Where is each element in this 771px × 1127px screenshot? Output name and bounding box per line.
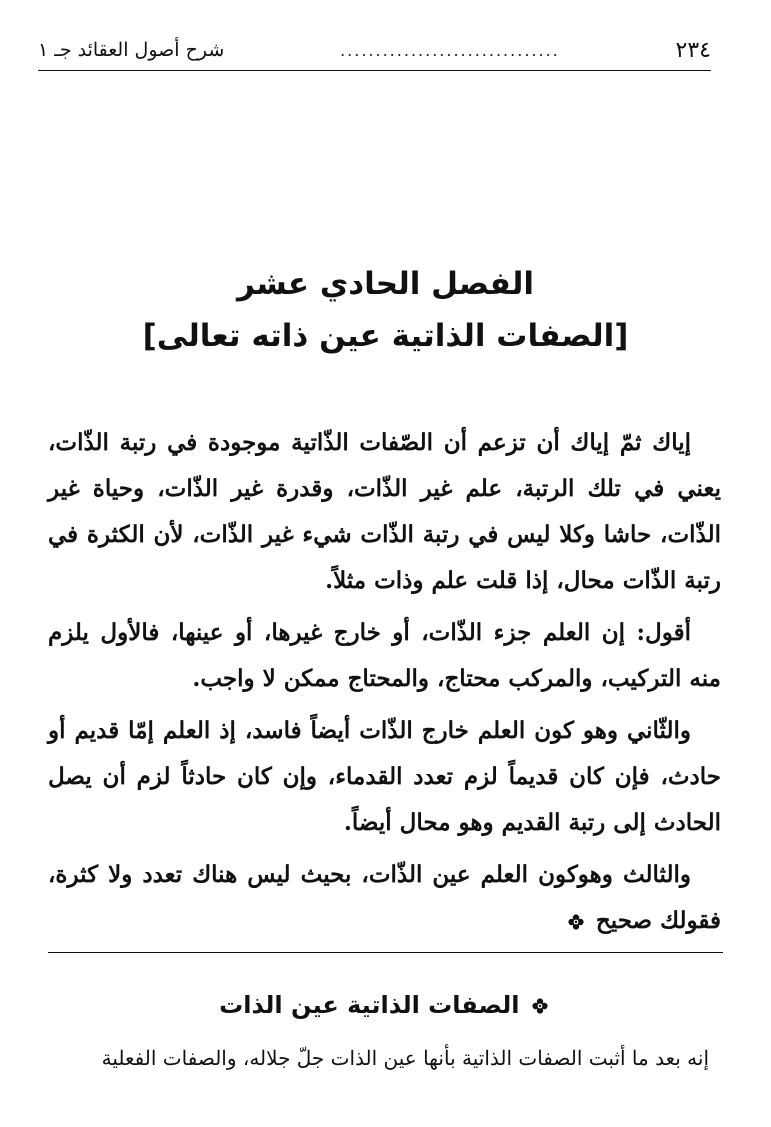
chapter-title: الفصل الحادي عشر — [237, 266, 534, 302]
chapter-heading — [40, 258, 731, 362]
flower-ornament-icon — [532, 998, 548, 1014]
main-text — [48, 420, 721, 950]
page-number: ٢٣٤ — [675, 37, 711, 63]
paragraph: أقول: إن العلم جزء الذّات، أو خارج غيرها، أو عينها، فالأول يلزم منه التركيب، والمركب محتاج، والمحتاج ممكن لا واجب. — [48, 619, 721, 692]
commentary-text: إنه بعد ما أثبت الصفات الذاتية بأنها عين الذات جلّ جلاله، والصفات الفعلية — [101, 1046, 709, 1070]
commentary-heading-text: الصفات الذاتية عين الذات — [219, 991, 520, 1019]
paragraph: إياك ثمّ إياك أن تزعم أن الصّفات الذّاتية موجودة في رتبة الذّات، يعني في تلك الرتبة، علم غير الذّات، وقدرة غير الذّات، وحياة غير الذّات، حاشا وكلا ليس في رتبة الذّات شيء غير الذّات، لأن الكثرة في رتبة الذّات محال، إذا قلت علم وذات مثلاً. — [48, 429, 721, 594]
footnote-divider — [48, 952, 723, 953]
running-header — [38, 30, 711, 71]
paragraph-text: والثالث وهوكون العلم عين الذّات، بحيث ليس هناك تعدد ولا كثرة، فقولك صحيح — [48, 861, 721, 934]
paragraph: والثّاني وهو كون العلم خارج الذّات أيضاً فاسد، إذ العلم إمّا قديم أو حادث، فإن كان قديماً لزم تعدد القدماء، وإن كان حادثاً لزم أن يصل الحادث إلى رتبة القديم وهو محال أيضاً. — [48, 717, 721, 836]
book-title: شرح أصول العقائد جـ ١ — [38, 39, 225, 61]
commentary-heading — [40, 985, 731, 1025]
flower-ornament-icon — [568, 914, 584, 930]
chapter-subtitle: [الصفات الذاتية عين ذاته تعالى] — [142, 318, 629, 354]
paragraph-last — [48, 852, 721, 944]
header-dot-leader: ............................... — [340, 40, 560, 60]
